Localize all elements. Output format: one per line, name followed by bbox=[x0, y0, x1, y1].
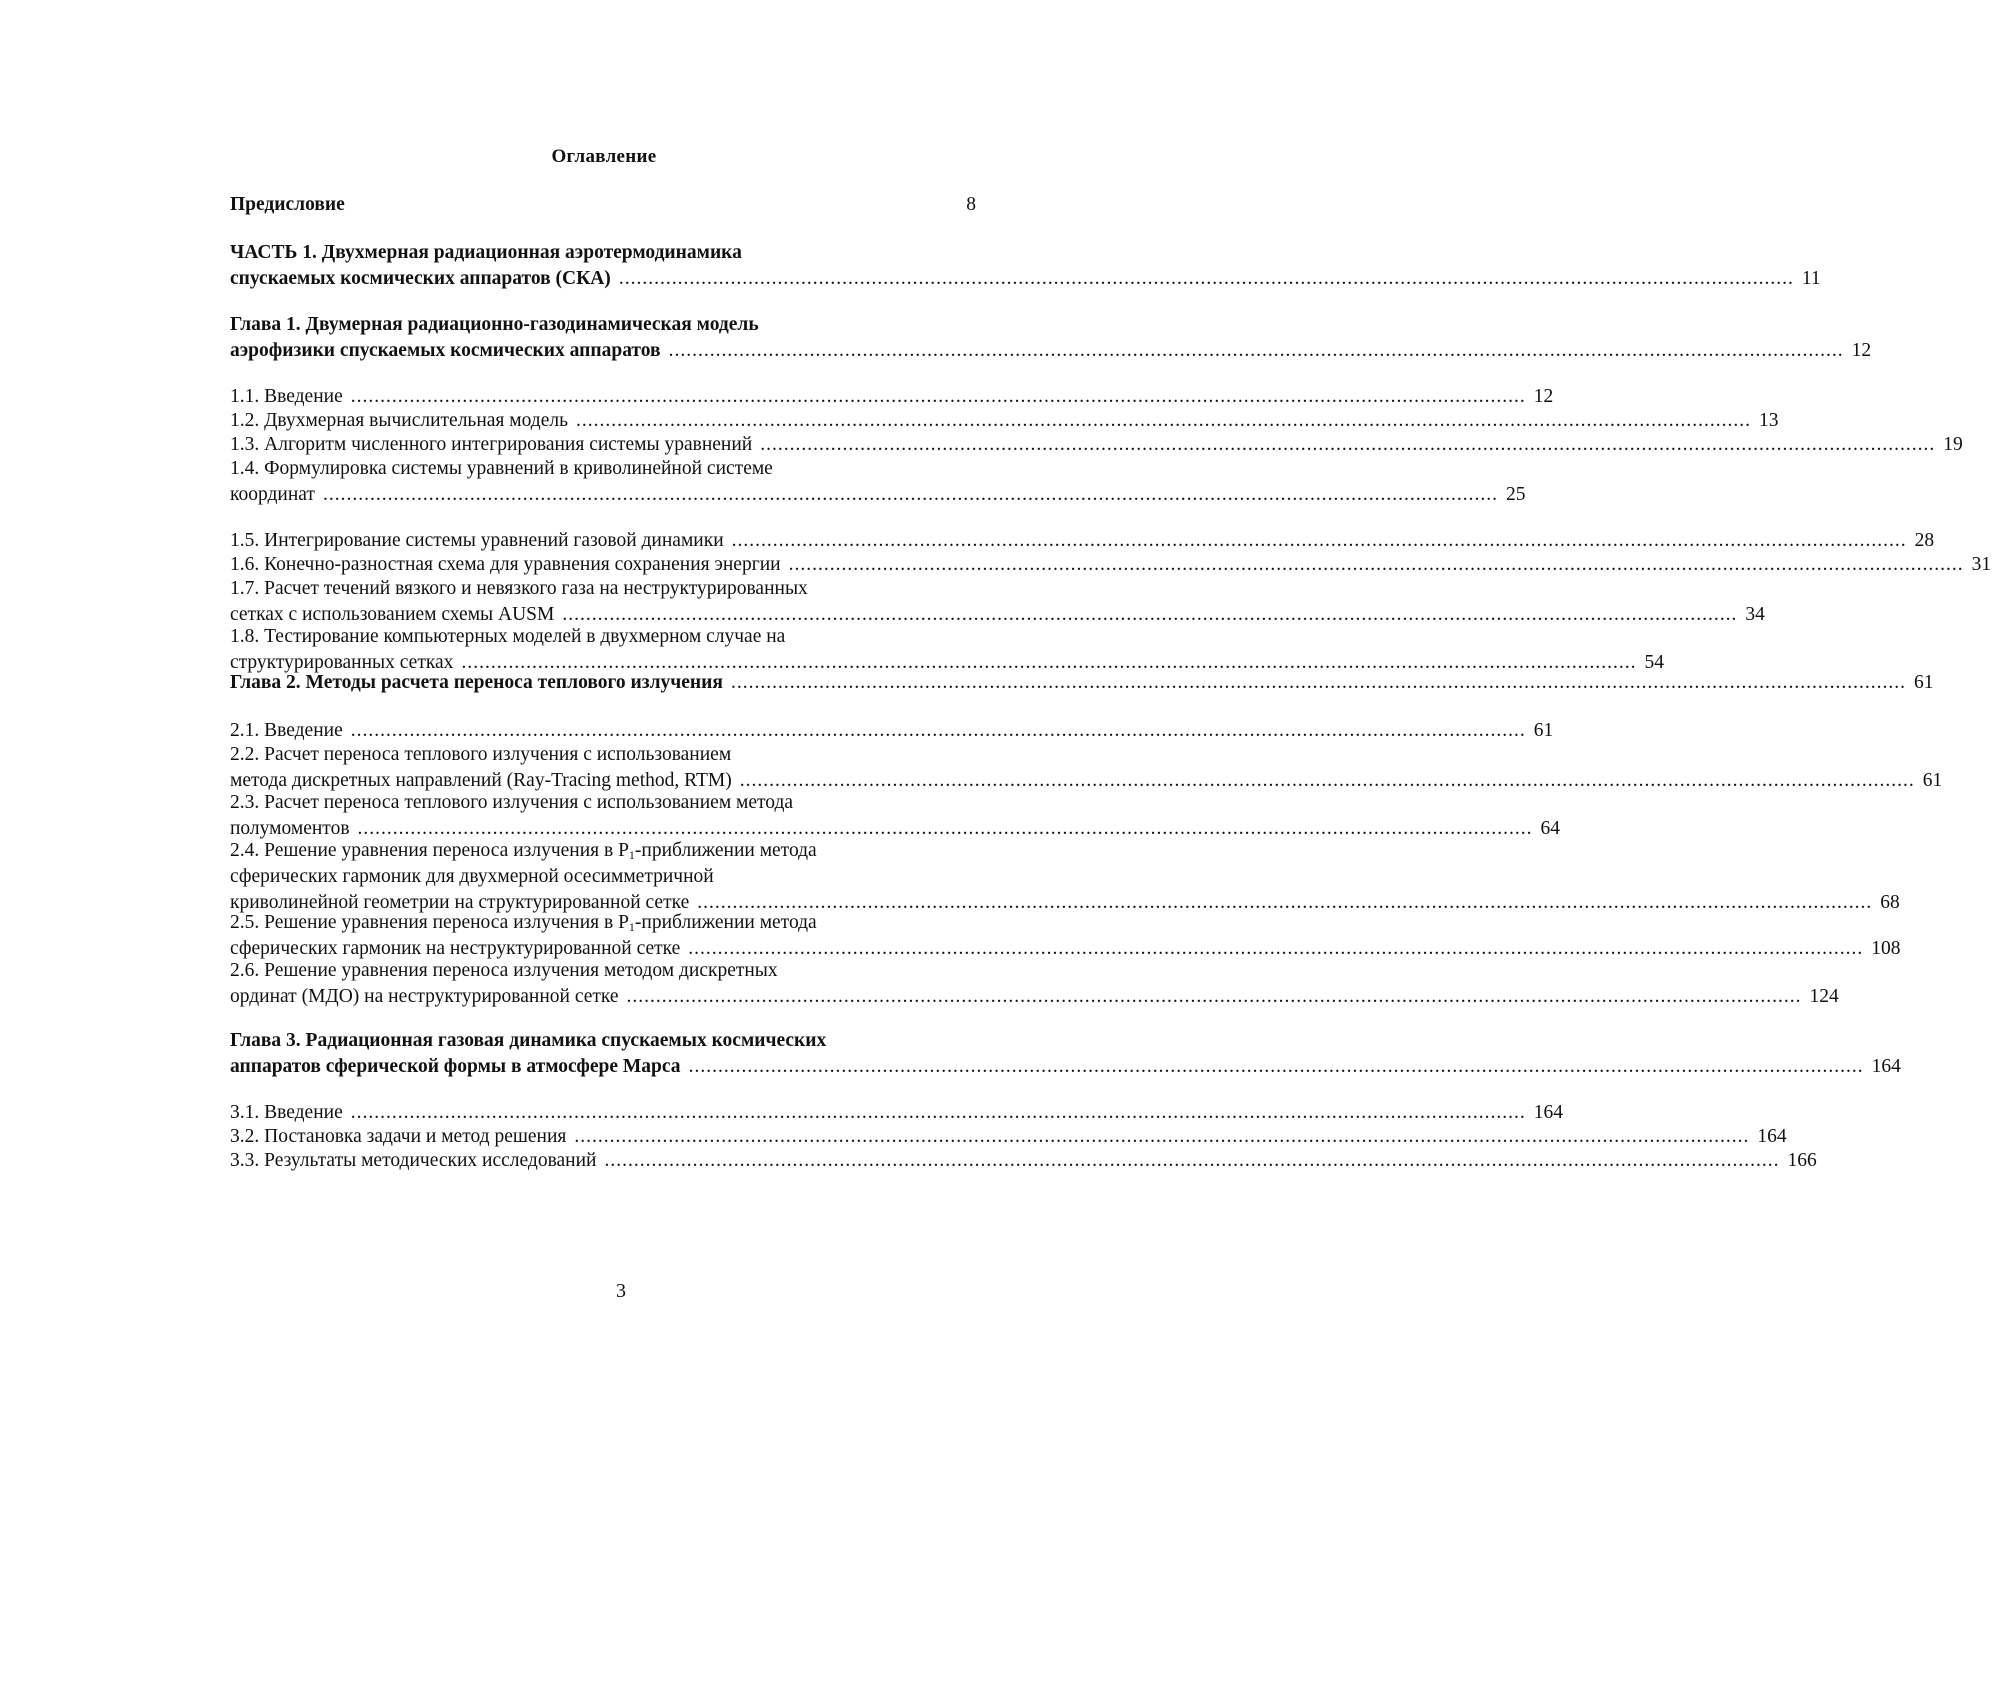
page-number: 3 bbox=[616, 1280, 626, 1302]
toc-entry-line bbox=[230, 482, 1526, 508]
toc-entry-page: 19 bbox=[1943, 434, 1963, 455]
toc-entry-line bbox=[230, 1148, 1817, 1174]
toc-entry-text: структурированных сетках bbox=[230, 652, 454, 673]
toc-entry-page: 11 bbox=[1801, 268, 1821, 289]
dot-leader: ........................................................................................................................................................................................................ bbox=[731, 530, 1907, 551]
toc-entry-page: 68 bbox=[1880, 892, 1900, 913]
toc-entry-line bbox=[230, 624, 978, 650]
dot-leader: ........................................................................................................................................................................................................ bbox=[697, 892, 1873, 913]
dot-leader: ........................................................................................................................................................................................................ bbox=[562, 604, 1738, 625]
toc-entry-text: полумоментов bbox=[230, 818, 350, 839]
toc-entry-text: 1.4. Формулировка системы уравнений в криволинейной системе bbox=[230, 458, 773, 479]
toc-entry-text: аэрофизики спускаемых космических аппаратов bbox=[230, 340, 661, 361]
toc-title: Оглавление bbox=[551, 146, 657, 167]
toc-entry-text: 1.5. Интегрирование системы уравнений газовой динамики bbox=[230, 530, 724, 551]
toc-entry-page: 13 bbox=[1758, 410, 1779, 431]
dot-leader: ........................................................................................................................................................................................................ bbox=[357, 818, 1533, 839]
toc-entry-page: 12 bbox=[1533, 386, 1554, 407]
toc-entry bbox=[230, 552, 1992, 578]
toc-entry-text: 2.2. Расчет переноса теплового излучения с использованием bbox=[230, 744, 732, 765]
toc-entry bbox=[230, 576, 1765, 628]
toc-entry bbox=[230, 958, 1839, 1010]
toc-entry-text: ординат (МДО) на неструктурированной сетке bbox=[230, 986, 619, 1007]
toc-entry-page: 34 bbox=[1745, 604, 1765, 625]
toc-entry-page: 8 bbox=[966, 194, 976, 215]
toc-entry bbox=[230, 456, 1526, 508]
toc-entry bbox=[230, 838, 1900, 916]
toc-entry bbox=[230, 790, 1561, 842]
toc-entry-text: 2.4. Решение уравнения переноса излучения в $P_1$-приближении метода bbox=[230, 840, 817, 862]
dot-leader: ........................................................................................................................................................................................................ bbox=[350, 720, 1526, 741]
toc-entry-page: 25 bbox=[1505, 484, 1526, 505]
toc-entry-page: 12 bbox=[1851, 340, 1872, 361]
toc-entry-text: метода дискретных направлений (Ray-Tracing method, RTM) bbox=[230, 770, 732, 791]
toc-entry bbox=[230, 742, 1943, 794]
toc-entry bbox=[230, 1100, 1563, 1126]
toc-entry-text: сетках с использованием схемы AUSM bbox=[230, 604, 555, 625]
toc-entry-line bbox=[230, 456, 978, 482]
toc-entry-line bbox=[230, 958, 978, 984]
toc-entry-text: 1.1. Введение bbox=[230, 386, 343, 407]
toc-entry-text: 1.7. Расчет течений вязкого и невязкого газа на неструктурированных bbox=[230, 578, 808, 599]
toc-entry-text: 2.5. Решение уравнения переноса излучения в $P_1$-приближении метода bbox=[230, 912, 817, 934]
toc-entry-text: 2.1. Введение bbox=[230, 720, 343, 741]
toc-entry-line bbox=[230, 670, 1934, 696]
dot-leader: ........................................................................................................................................................................................................ bbox=[668, 340, 1844, 361]
dot-leader: ........................................................................................................................................................................................................ bbox=[618, 268, 1794, 289]
toc-entry-page: 61 bbox=[1913, 672, 1934, 693]
toc-entry-line bbox=[230, 312, 978, 338]
toc-entry-line bbox=[230, 338, 1872, 364]
toc-entry-page: 164 bbox=[1533, 1102, 1563, 1123]
toc-entry-page: 61 bbox=[1533, 720, 1554, 741]
toc-entry-line bbox=[230, 838, 978, 864]
toc-entry-text: 3.1. Введение bbox=[230, 1102, 343, 1123]
toc-entry-line bbox=[230, 1124, 1787, 1150]
toc-entry-line bbox=[230, 1100, 1563, 1126]
toc-entry-text: 1.2. Двухмерная вычислительная модель bbox=[230, 410, 568, 431]
toc-entry-line bbox=[230, 240, 978, 266]
toc-entry-line bbox=[230, 528, 1935, 554]
toc-entry-text: Глава 2. Методы расчета переноса теплового излучения bbox=[230, 672, 723, 693]
toc-entry-text: сферических гармоник для двухмерной осесимметричной bbox=[230, 866, 714, 887]
toc-entry-text: спускаемых космических аппаратов (СКА) bbox=[230, 268, 611, 289]
toc-entry-line bbox=[230, 408, 1779, 434]
toc-entry-text: Глава 1. Двумерная радиационно-газодинамическая модель bbox=[230, 314, 759, 335]
toc-entry bbox=[230, 192, 978, 218]
toc-entry bbox=[230, 1124, 1787, 1150]
toc-entry-line bbox=[230, 718, 1554, 744]
dot-leader: ........................................................................................................................................................................................................ bbox=[626, 986, 1802, 1007]
toc-entry-page: 166 bbox=[1787, 1150, 1817, 1171]
toc-entry-text: 1.3. Алгоритм численного интегрирования системы уравнений bbox=[230, 434, 753, 455]
toc-entry bbox=[230, 1148, 1817, 1174]
toc-entry-page: 164 bbox=[1757, 1126, 1787, 1147]
dot-leader: ........................................................................................................................................................................................................ bbox=[788, 554, 1964, 575]
toc-entry bbox=[230, 670, 1934, 696]
toc-entry-text: 2.3. Расчет переноса теплового излучения с использованием метода bbox=[230, 792, 794, 813]
toc-entry-page: 61 bbox=[1922, 770, 1943, 791]
dot-leader: ........................................................................................................................................................................................................ bbox=[604, 1150, 1780, 1171]
toc-entry bbox=[230, 312, 1872, 364]
toc-entry-line bbox=[230, 552, 1992, 578]
toc-entry-line bbox=[230, 742, 978, 768]
toc-entry-line bbox=[230, 984, 1839, 1010]
toc-entry-text: аппаратов сферической формы в атмосфере Марса bbox=[230, 1056, 681, 1077]
toc-entry-line bbox=[230, 432, 1963, 458]
toc-entry-line bbox=[230, 864, 978, 890]
toc-entry-text: Глава 3. Радиационная газовая динамика спускаемых космических bbox=[230, 1030, 827, 1051]
toc-entry bbox=[230, 624, 1664, 676]
toc-entry-page: 54 bbox=[1644, 652, 1664, 673]
toc-entry bbox=[230, 240, 1821, 292]
toc-entry bbox=[230, 718, 1554, 744]
toc-entry-text: Предисловие bbox=[230, 194, 345, 215]
toc-entry-text: сферических гармоник на неструктурированной сетке bbox=[230, 938, 681, 959]
dot-leader: ........................................................................................................................................................................................................ bbox=[575, 410, 1751, 431]
toc-entry-page: 164 bbox=[1871, 1056, 1901, 1077]
toc-entry-page: 108 bbox=[1871, 938, 1901, 959]
toc-entry-line bbox=[230, 910, 978, 936]
toc-entry-text: 2.6. Решение уравнения переноса излучения методом дискретных bbox=[230, 960, 778, 981]
toc-entry-line bbox=[230, 1054, 1901, 1080]
dot-leader: ........................................................................................................................................................................................................ bbox=[350, 386, 1526, 407]
dot-leader: ........................................................................................................................................................................................................ bbox=[350, 1102, 1526, 1123]
toc-entry bbox=[230, 910, 1901, 962]
dot-leader: ........................................................................................................................................................................................................ bbox=[730, 672, 1906, 693]
toc-entry bbox=[230, 1028, 1901, 1080]
toc-entry-line bbox=[230, 790, 978, 816]
toc-entry-text: ЧАСТЬ 1. Двухмерная радиационная аэротермодинамика bbox=[230, 242, 742, 263]
toc-entry bbox=[230, 432, 1963, 458]
toc-entry bbox=[230, 408, 1779, 434]
toc-entry-line bbox=[230, 576, 978, 602]
dot-leader: ........................................................................................................................................................................................................ bbox=[739, 770, 1915, 791]
toc-entry-line bbox=[230, 1028, 978, 1054]
toc-entry-page: 124 bbox=[1809, 986, 1839, 1007]
toc-entry-line bbox=[230, 266, 1821, 292]
dot-leader: ........................................................................................................................................................................................................ bbox=[688, 1056, 1864, 1077]
toc-entry-line bbox=[230, 192, 978, 218]
toc-entry-text: координат bbox=[230, 484, 315, 505]
toc-entry-page: 64 bbox=[1540, 818, 1561, 839]
toc-entry-page: 28 bbox=[1914, 530, 1935, 551]
dot-leader: ........................................................................................................................................................................................................ bbox=[760, 434, 1936, 455]
toc-entry bbox=[230, 528, 1935, 554]
dot-leader: ........................................................................................................................................................................................................ bbox=[322, 484, 1498, 505]
dot-leader: ........................................................................................................................................................................................................ bbox=[461, 652, 1637, 673]
toc-entry-text: 3.2. Постановка задачи и метод решения bbox=[230, 1126, 567, 1147]
toc-entry-text: 1.8. Тестирование компьютерных моделей в двухмерном случае на bbox=[230, 626, 786, 647]
toc-entry-text: 3.3. Результаты методических исследований bbox=[230, 1150, 597, 1171]
dot-leader: ........................................................................................................................................................................................................ bbox=[688, 938, 1864, 959]
toc-entry-line bbox=[230, 384, 1554, 410]
toc-entry-text: криволинейной геометрии на структурированной сетке bbox=[230, 892, 690, 913]
dot-leader: ........................................................................................................................................................................................................ bbox=[574, 1126, 1750, 1147]
toc-entry-page: 31 bbox=[1971, 554, 1992, 575]
toc-entry bbox=[230, 384, 1554, 410]
toc-entry-text: 1.6. Конечно-разностная схема для уравнения сохранения энергии bbox=[230, 554, 781, 575]
